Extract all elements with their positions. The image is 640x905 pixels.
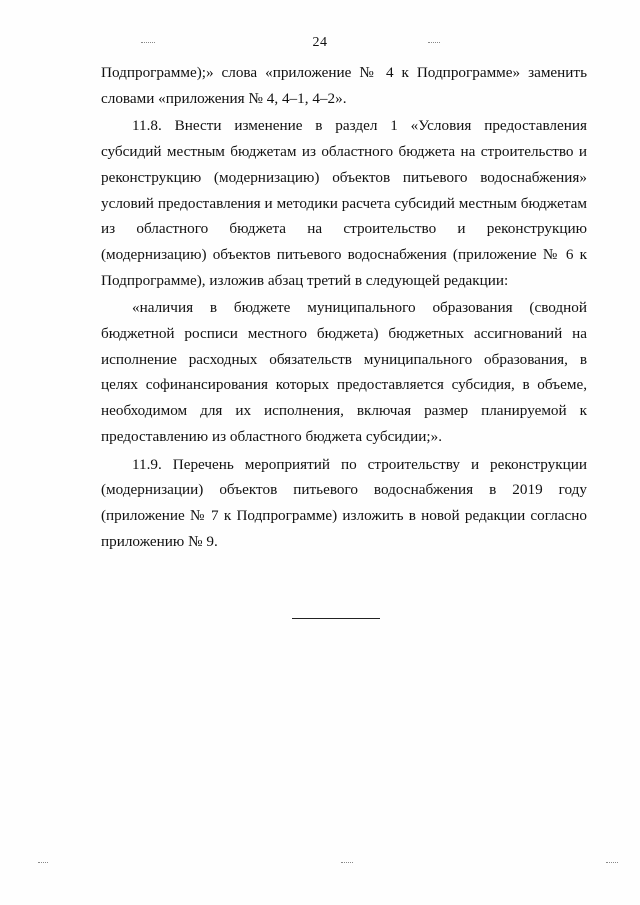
paragraph-item-11-8: 11.8. Внести изменение в раздел 1 «Условия предоставления субсидий местным бюджетам из областного бюджета на строительство и реконструкцию (модернизацию) объектов питьевого водоснабжения» условий предоставления и методики расчета субсидий местным бюджетам из областного бюджета на строительство и реконструкцию (модернизацию) объектов питьевого водоснабжения (приложение № 6 к Подпрограмме), изложив абзац третий в следующей редакции: [101, 117, 587, 289]
scan-mark [606, 862, 618, 863]
end-of-text-rule [292, 618, 380, 619]
paragraph-continuation: Подпрограмме);» слова «приложение № 4 к Подпрограмме» заменить словами «приложения № 4, 4–1, 4–2». [101, 64, 587, 107]
paragraph-quoted-amendment: «наличия в бюджете муниципального образования (сводной бюджетной росписи местного бюджета) бюджетных ассигнований на исполнение расходных обязательств муниципального образования, в целях софинансирования которых предоставляется субсидия, в объеме, необходимом для их исполнения, включая размер планируемой к предоставлению из областного бюджета субсидии;». [101, 299, 587, 445]
scan-mark [38, 862, 48, 863]
document-body [101, 60, 587, 554]
paragraph-item-11-9: 11.9. Перечень мероприятий по строительству и реконструкции (модернизации) объектов питьевого водоснабжения в 2019 году (приложение № 7 к Подпрограмме) изложить в новой редакции согласно приложению № 9. [101, 455, 587, 550]
scan-mark [141, 42, 155, 43]
scan-mark [341, 862, 353, 863]
page-number: 24 [312, 35, 328, 50]
scan-mark [428, 42, 440, 43]
